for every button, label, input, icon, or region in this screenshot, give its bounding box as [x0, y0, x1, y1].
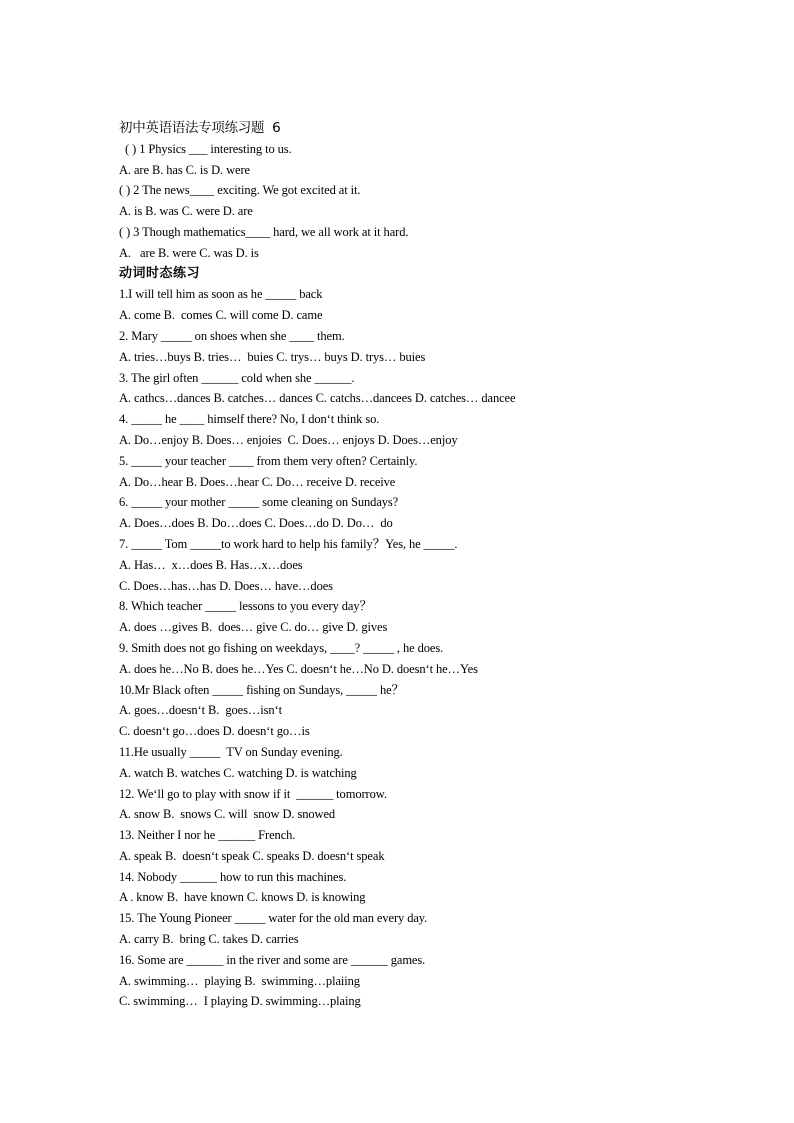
exercise-line: 4. _____ he ____ himself there? No, I don‘t think so. — [119, 412, 380, 427]
exercise-line: 14. Nobody ______ how to run this machines. — [119, 869, 347, 884]
exercise-line: A. Do…hear B. Does…hear C. Do… receive D. receive — [119, 474, 396, 489]
document-content — [119, 118, 679, 1012]
exercise-line: A. Has… x…does B. Has…x…does — [119, 557, 303, 572]
exercise-line: C. Does…has…has D. Does… have…does — [119, 578, 333, 593]
exercise-line: A. goes…doesn‘t B. goes…isn‘t — [119, 703, 282, 718]
question-line: A. is B. was C. were D. are — [119, 204, 253, 219]
exercise-line: A. swimming… playing B. swimming…plaiing — [119, 973, 360, 988]
exercise-line: 5. _____ your teacher ____ from them very often? Certainly. — [119, 453, 418, 468]
exercise-line: 3. The girl often ______ cold when she ______. — [119, 370, 355, 385]
exercise-line: 1.I will tell him as soon as he _____ back — [119, 287, 323, 302]
exercise-line: A. Does…does B. Do…does C. Does…do D. Do… do — [119, 516, 393, 531]
exercise-line: 7. _____ Tom _____to work hard to help his family？Yes, he _____. — [119, 536, 458, 551]
section-heading: 动词时态练习 — [119, 265, 201, 281]
exercise-line: 2. Mary _____ on shoes when she ____ them. — [119, 328, 345, 343]
exercise-line: A. speak B. doesn‘t speak C. speaks D. doesn‘t speak — [119, 848, 385, 863]
exercise-line: 13. Neither I nor he ______ French. — [119, 828, 296, 843]
exercise-line: A. snow B. snows C. will snow D. snowed — [119, 807, 336, 822]
exercise-line: C. swimming… I playing D. swimming…plaing — [119, 994, 361, 1009]
exercise-line: A. carry B. bring C. takes D. carries — [119, 932, 299, 947]
document-title: 初中英语语法专项练习题 6 — [119, 120, 281, 136]
exercise-line: A . know B. have known C. knows D. is knowing — [119, 890, 366, 905]
exercise-line: 12. We‘ll go to play with snow if it ______ tomorrow. — [119, 786, 387, 801]
exercise-line: A. Do…enjoy B. Does… enjoies C. Does… enjoys D. Does…enjoy — [119, 432, 458, 447]
exercise-line: 16. Some are ______ in the river and some are ______ games. — [119, 952, 426, 967]
exercise-line: A. come B. comes C. will come D. came — [119, 308, 323, 323]
exercise-line: 6. _____ your mother _____ some cleaning on Sundays? — [119, 495, 399, 510]
question-line: A. are B. were C. was D. is — [119, 245, 259, 260]
exercise-line: A. watch B. watches C. watching D. is watching — [119, 765, 357, 780]
question-line: ( ) 1 Physics ___ interesting to us. — [119, 141, 292, 156]
exercise-line: A. tries…buys B. tries… buies C. trys… buys D. trys… buies — [119, 349, 426, 364]
question-line: ( ) 2 The news____ exciting. We got excited at it. — [119, 183, 361, 198]
exercise-line: A. does …gives B. does… give C. do… give D. gives — [119, 620, 388, 635]
question-line: ( ) 3 Though mathematics____ hard, we all work at it hard. — [119, 224, 409, 239]
exercise-line: C. doesn‘t go…does D. doesn‘t go…is — [119, 724, 310, 739]
exercise-line: A. cathcs…dances B. catches… dances C. catchs…dancees D. catches… dancee — [119, 391, 516, 406]
exercise-line: A. does he…No B. does he…Yes C. doesn‘t he…No D. doesn‘t he…Yes — [119, 661, 478, 676]
tense-questions — [119, 284, 679, 1012]
exercise-line: 9. Smith does not go fishing on weekdays, ____? _____ , he does. — [119, 640, 444, 655]
exercise-line: 10.Mr Black often _____ fishing on Sundays, _____ he？ — [119, 682, 404, 697]
exercise-line: 11.He usually _____ TV on Sunday evening. — [119, 744, 343, 759]
exercise-line: 15. The Young Pioneer _____ water for the old man every day. — [119, 911, 428, 926]
exercise-line: 8. Which teacher _____ lessons to you every day？ — [119, 599, 372, 614]
question-line: A. are B. has C. is D. were — [119, 162, 250, 177]
intro-questions — [119, 139, 679, 264]
